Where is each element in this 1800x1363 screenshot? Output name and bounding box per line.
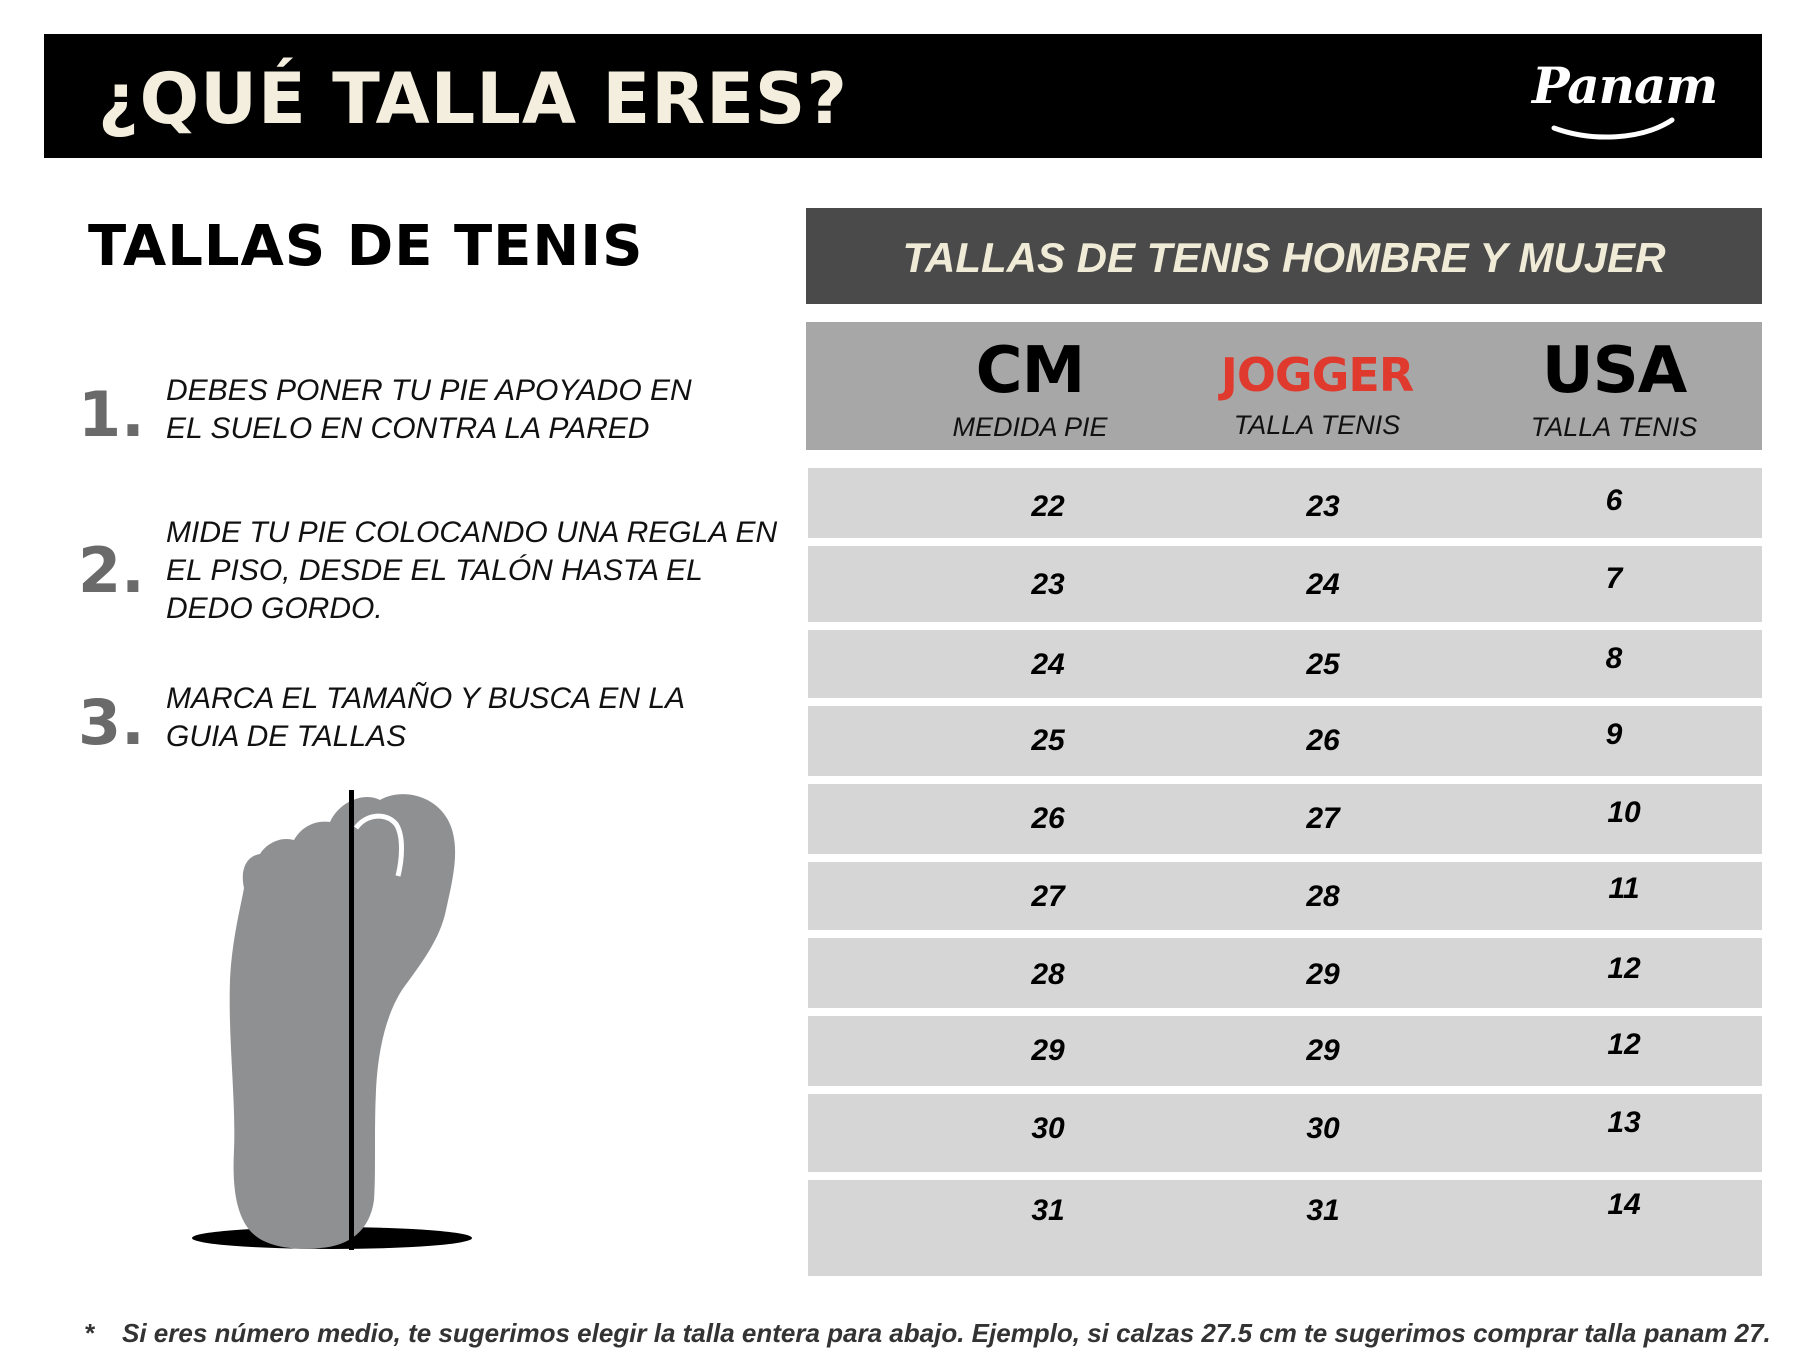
cell-cm: 29 <box>1031 1034 1065 1067</box>
cell-cm: 24 <box>1031 648 1065 681</box>
column-header-row <box>806 322 1762 450</box>
cell-jogger: 28 <box>1306 880 1340 913</box>
cell-jogger: 29 <box>1306 958 1340 991</box>
cell-cm: 30 <box>1031 1112 1065 1145</box>
table-row <box>808 706 1762 776</box>
column-header-usa <box>1464 322 1764 443</box>
cell-jogger: 25 <box>1306 648 1340 681</box>
step-text: MARCA EL TAMAÑO Y BUSCA EN LA GUIA DE TALLAS <box>166 682 684 753</box>
page-title: ¿QUÉ TALLA ERES? <box>98 58 848 140</box>
footnote-text: Si eres número medio, te sugerimos elegir la talla entera para abajo. Ejemplo, si calzas 27.5 cm te sugerimos comprar talla panam 27. <box>122 1318 1771 1348</box>
table-row <box>808 1016 1762 1086</box>
cell-cm: 28 <box>1031 958 1065 991</box>
column-title: USA <box>1541 334 1687 408</box>
table-row <box>808 1180 1762 1276</box>
panam-logo <box>1532 46 1718 146</box>
column-title: JOGGER <box>1220 348 1414 402</box>
cell-cm: 27 <box>1031 880 1065 913</box>
step-number: 2. <box>78 534 145 607</box>
step-number: 3. <box>78 686 145 759</box>
cell-jogger: 30 <box>1306 1112 1340 1145</box>
column-header-jogger <box>1167 322 1467 441</box>
cell-cm: 23 <box>1031 568 1065 601</box>
cell-jogger: 31 <box>1306 1194 1340 1227</box>
cell-usa: 6 <box>1605 484 1623 517</box>
table-row <box>808 938 1762 1008</box>
logo-text: Panam <box>1532 56 1718 115</box>
cell-jogger: 23 <box>1306 490 1340 523</box>
step-text: DEBES PONER TU PIE APOYADO EN EL SUELO EN CONTRA LA PARED <box>166 374 692 445</box>
cell-usa: 8 <box>1605 642 1623 675</box>
cell-usa: 10 <box>1607 796 1641 829</box>
table-row <box>808 784 1762 854</box>
cell-usa: 14 <box>1607 1188 1641 1221</box>
foot-icon <box>230 794 455 1249</box>
ruler-line <box>349 790 354 1250</box>
cell-cm: 26 <box>1031 802 1065 835</box>
step-number: 1. <box>78 378 145 451</box>
foot-measure-illustration <box>190 790 490 1260</box>
step-text: MIDE TU PIE COLOCANDO UNA REGLA EN EL PISO, DESDE EL TALÓN HASTA EL DEDO GORDO. <box>166 516 778 625</box>
footnote-asterisk: * <box>84 1318 95 1348</box>
column-subtitle: TALLA TENIS <box>1233 410 1401 440</box>
header-banner <box>44 34 1762 158</box>
table-row <box>808 862 1762 930</box>
column-title: CM <box>975 334 1085 408</box>
cell-jogger: 27 <box>1306 802 1340 835</box>
table-row <box>808 630 1762 698</box>
cell-usa: 11 <box>1608 872 1640 905</box>
cell-cm: 22 <box>1031 490 1065 523</box>
table-title: TALLAS DE TENIS HOMBRE Y MUJER <box>902 234 1666 281</box>
table-row <box>808 468 1762 538</box>
cell-usa: 7 <box>1605 562 1623 595</box>
column-header-cm <box>880 322 1180 443</box>
column-subtitle: MEDIDA PIE <box>952 412 1108 442</box>
section-title: TALLAS DE TENIS <box>88 214 644 279</box>
cell-jogger: 24 <box>1306 568 1340 601</box>
table-row <box>808 546 1762 622</box>
cell-usa: 13 <box>1607 1106 1641 1139</box>
logo-swoosh-icon <box>1532 46 1718 146</box>
column-subtitle: TALLA TENIS <box>1530 412 1698 442</box>
cell-jogger: 26 <box>1306 724 1340 757</box>
cell-jogger: 29 <box>1306 1034 1340 1067</box>
table-row <box>808 1094 1762 1172</box>
cell-usa: 12 <box>1607 1028 1641 1061</box>
cell-usa: 9 <box>1605 718 1623 751</box>
table-title-bar <box>806 208 1762 304</box>
cell-usa: 12 <box>1607 952 1641 985</box>
cell-cm: 25 <box>1031 724 1065 757</box>
cell-cm: 31 <box>1031 1194 1065 1227</box>
